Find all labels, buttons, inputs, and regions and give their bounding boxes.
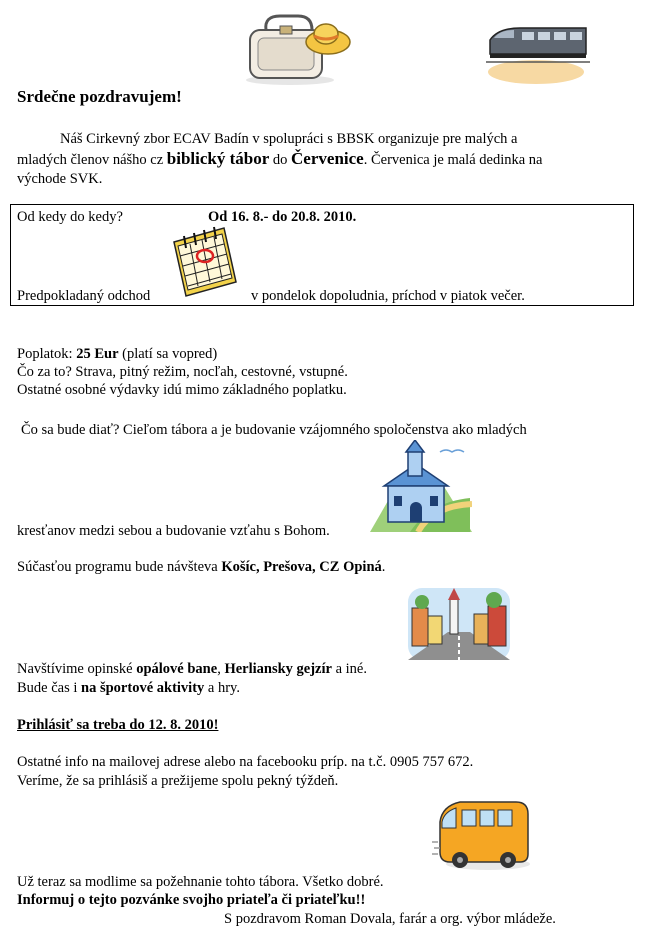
train-icon xyxy=(486,14,590,86)
intro-line-3: východe SVK. xyxy=(17,171,103,187)
bus-icon xyxy=(432,792,532,874)
town-street-icon xyxy=(408,588,510,660)
plan-line-2: kresťanov medzi sebou a budovanie vzťahu s Bohom. xyxy=(17,523,330,539)
contact-line-1: Ostatné info na mailovej adrese alebo na facebooku príp. na t.č. 0905 757 672. xyxy=(17,754,474,770)
contact-line-2: Veríme, že sa prihlásiš a prežijeme spolu pekný týždeň. xyxy=(17,773,339,789)
fee-line-1: Poplatok: 25 Eur (platí sa vopred) xyxy=(17,346,218,362)
program-line: Súčasťou programu bude návšteva Košíc, Prešova, CZ Opiná. xyxy=(17,559,386,575)
visit-line-2: Bude čas i na športové aktivity a hry. xyxy=(17,680,240,696)
plan-line-1: Čo sa bude diať? Cieľom tábora a je budovanie vzájomného spoločenstva ako mladých xyxy=(21,422,527,438)
fee-line-3: Ostatné osobné výdavky idú mimo základného poplatku. xyxy=(17,382,347,398)
luggage-hat-icon xyxy=(240,8,352,86)
intro-line-1: Náš Cirkevný zbor ECAV Badín v spolupráci s BBSK organizuje pre malých a xyxy=(60,131,518,147)
deadline-text: Prihlásiť sa treba do 12. 8. 2010! xyxy=(17,717,219,733)
fee-line-2: Čo za to? Strava, pitný režim, nocľah, cestovné, vstupné. xyxy=(17,364,348,380)
visit-line-1: Navštívime opinské opálové bane, Herliansky gejzír a iné. xyxy=(17,661,367,677)
when-label: Od kedy do kedy? xyxy=(17,209,123,225)
calendar-icon xyxy=(166,224,242,300)
signature-line: S pozdravom Roman Dovala, farár a org. výbor mládeže. xyxy=(224,911,556,927)
church-icon xyxy=(370,440,472,532)
closing-line-2: Informuj o tejto pozvánke svojho priateľa či priateľku!! xyxy=(17,892,366,908)
intro-line-2: mladých členov nášho cz biblický tábor do Červenice. Červenica je malá dedinka na xyxy=(17,149,543,168)
departure-label: Predpokladaný odchod xyxy=(17,288,151,304)
closing-line-1: Už teraz sa modlime sa požehnanie tohto tábora. Všetko dobré. xyxy=(17,874,384,890)
departure-value: v pondelok dopoludnia, príchod v piatok večer. xyxy=(251,288,525,304)
when-value: Od 16. 8.- do 20.8. 2010. xyxy=(208,209,357,225)
greeting-heading: Srdečne pozdravujem! xyxy=(17,87,182,106)
